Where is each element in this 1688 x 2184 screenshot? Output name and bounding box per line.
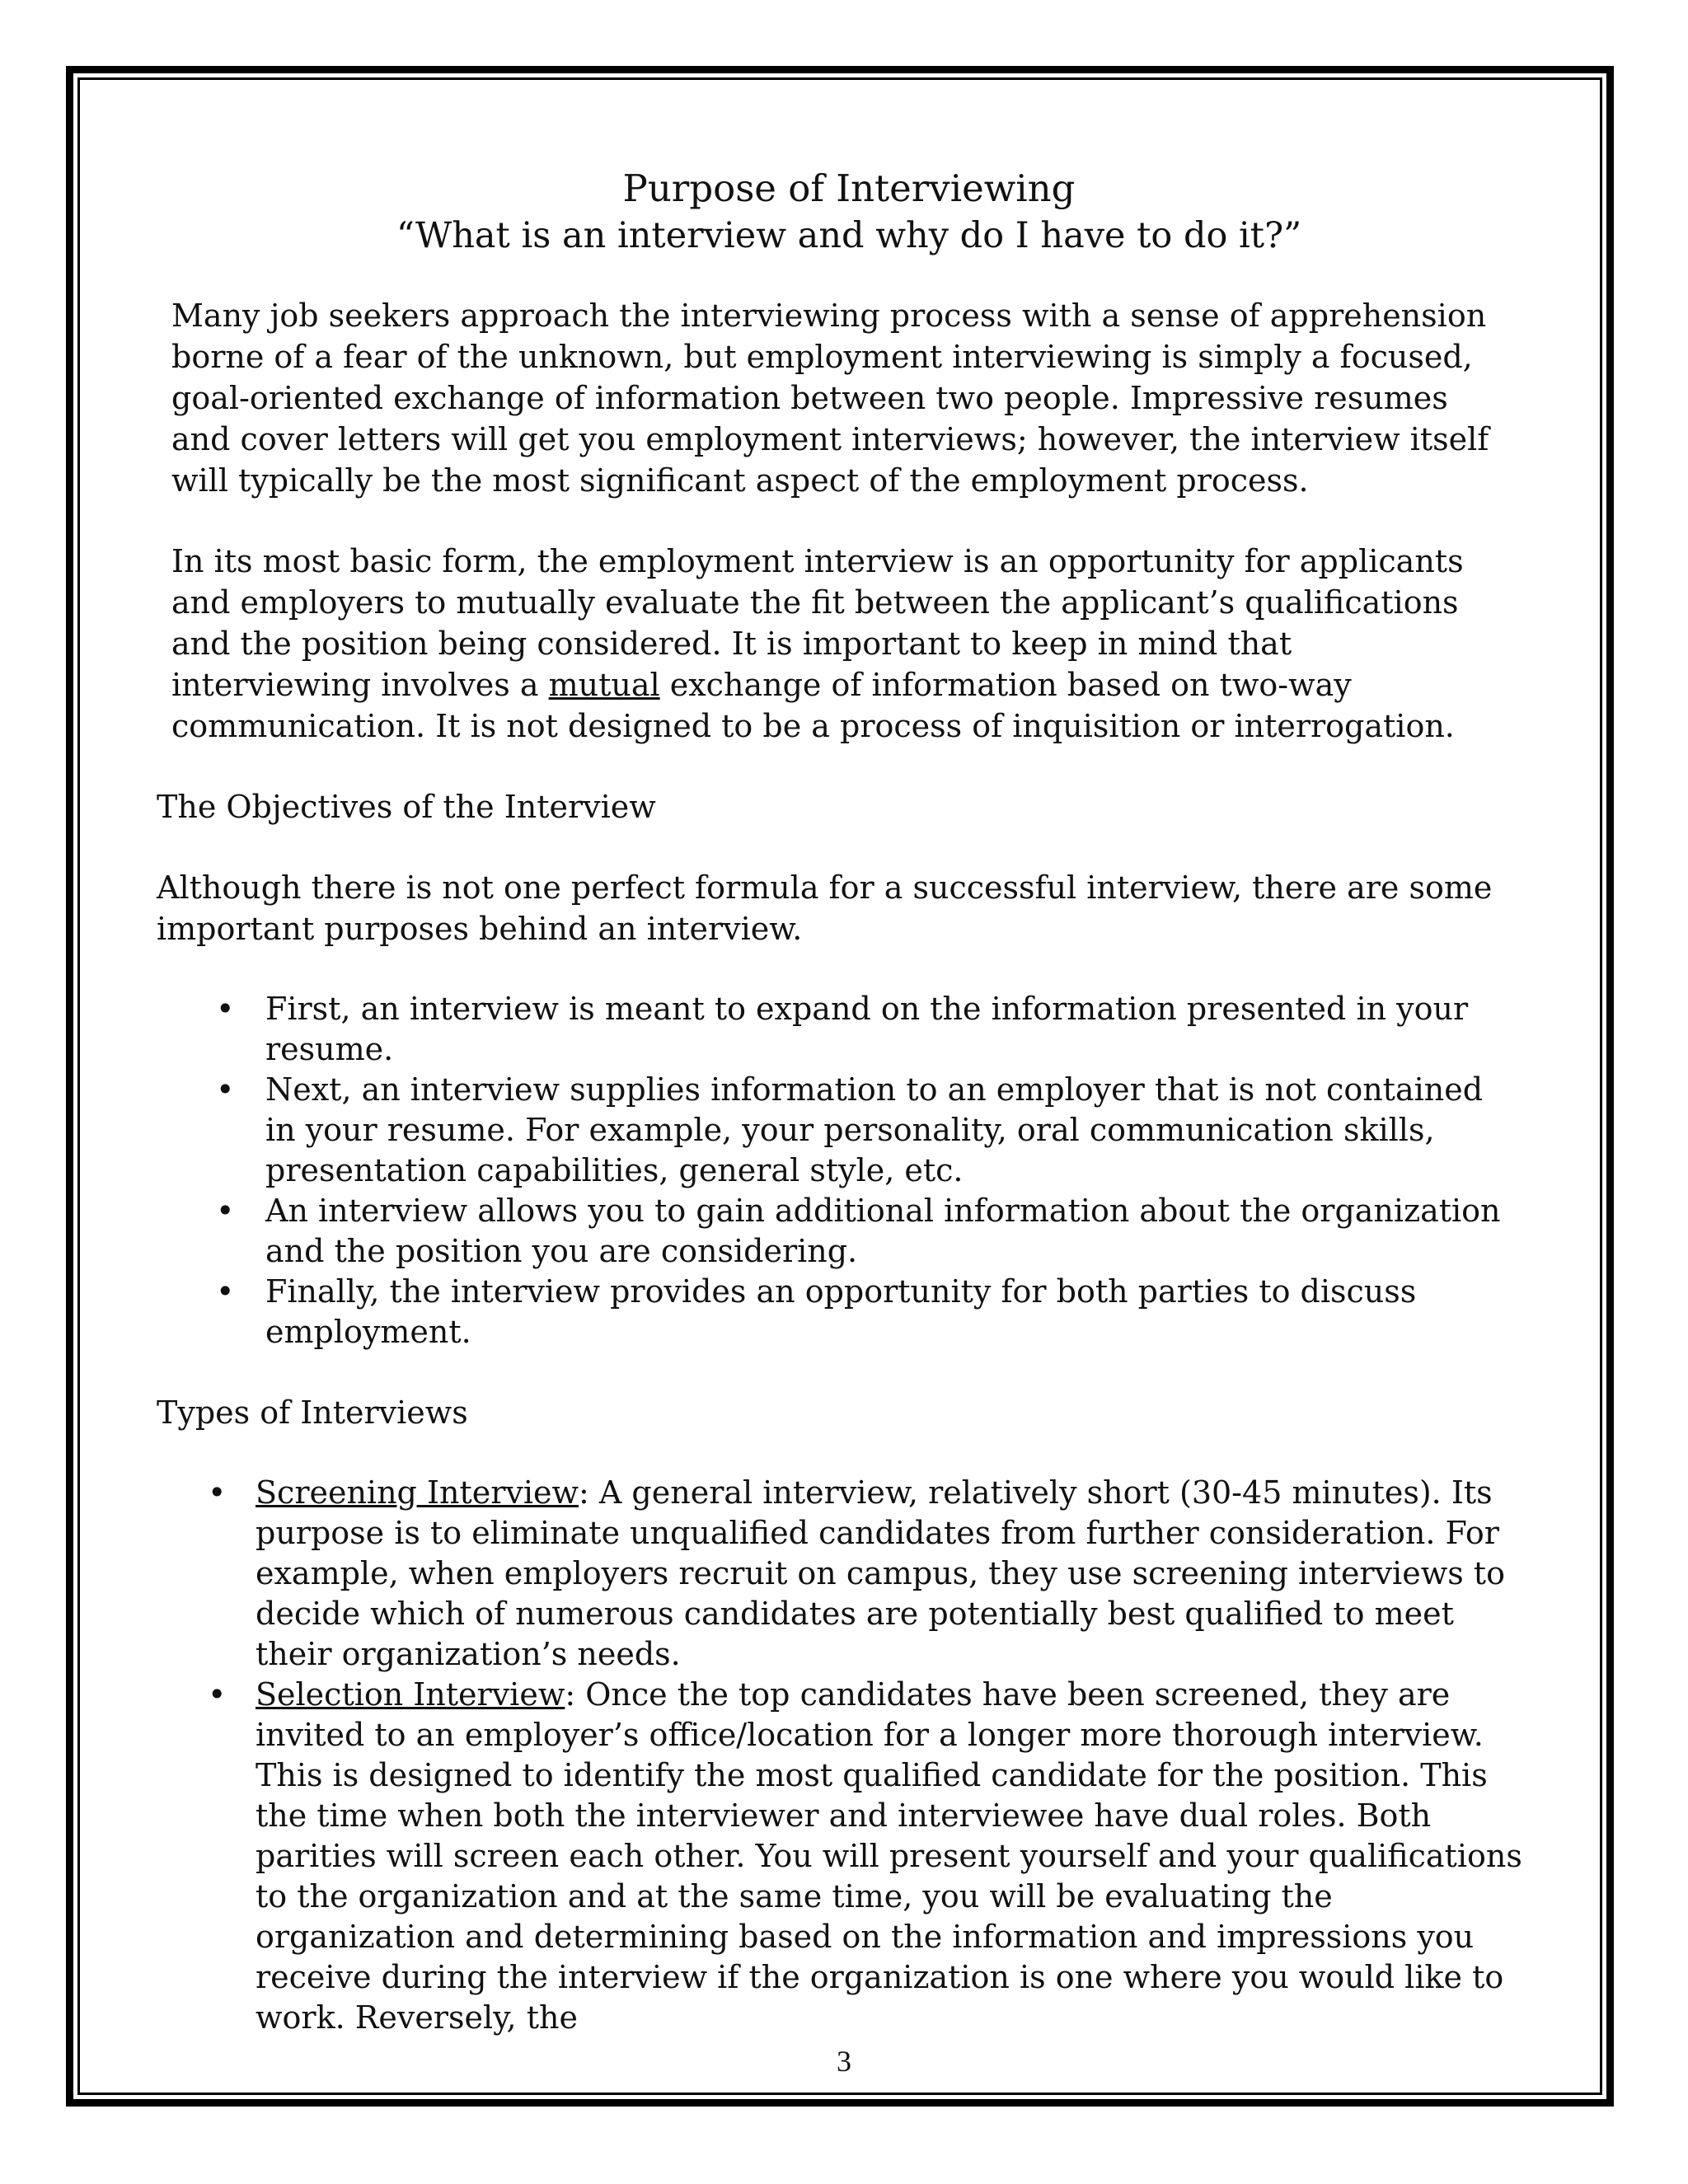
bullet-icon: • <box>216 1273 235 1310</box>
types-heading: Types of Interviews <box>157 1394 468 1431</box>
selection-interview-term: Selection Interview <box>256 1676 565 1713</box>
objectives-heading: The Objectives of the Interview <box>157 789 656 825</box>
page-number: 3 <box>837 2045 851 2078</box>
screening-interview-description: : A general interview, relatively short (30-45 minutes). Its purpose is to eliminate unqualified candidates from further consideration. For example, when employers recruit on campus, they use screening interviews to decide which of numerous candidates are potentially best qualified to meet their organization’s needs. <box>256 1474 1505 1672</box>
list-item <box>157 1070 1518 1191</box>
list-item-text: Finally, the interview provides an opportunity for both parties to discuss employment. <box>265 1273 1417 1350</box>
list-item <box>157 1191 1518 1272</box>
page-title: Purpose of Interviewing <box>622 166 1076 210</box>
mutual-underlined-word: mutual <box>548 667 660 703</box>
list-item <box>157 1675 1525 2038</box>
bullet-icon: • <box>216 1193 235 1229</box>
intro-paragraph-2-part-2: exchange of information based on two-way communication. It is not designed to be a process of inquisition or interrogation. <box>171 667 1455 744</box>
list-item-text: First, an interview is meant to expand on the information presented in your resume. <box>265 991 1469 1067</box>
list-item-text: An interview allows you to gain additional information about the organization and the position you are considering. <box>265 1193 1501 1269</box>
list-item <box>157 1473 1525 1675</box>
document-body <box>157 165 1541 2078</box>
list-item-text: Next, an interview supplies information to an employer that is not contained in your resume. For example, your personality, oral communication skills, presentation capabilities, general style, etc. <box>265 1071 1484 1188</box>
bullet-icon: • <box>208 1474 227 1511</box>
selection-interview-description: : Once the top candidates have been screened, they are invited to an employer’s office/location for a longer more thorough interview. This is designed to identify the most qualified candidate for the position. This the time when both the interviewer and interviewee have dual roles. Both parities will screen each other. You will present yourself and your qualifications to the organization and at the same time, you will be evaluating the organization and determining based on the information and impressions you receive during the interview if the organization is one where you would like to work. Reversely, the <box>256 1676 1522 2036</box>
intro-paragraph-2-part-1: In its most basic form, the employment interview is an opportunity for applicants and employers to mutually evaluate the fit between the applicant’s qualifications and the position being considered. It is important to keep in mind that interviewing involves a <box>171 543 1464 703</box>
bullet-icon: • <box>216 991 235 1027</box>
screening-interview-term: Screening Interview <box>256 1474 579 1511</box>
objectives-intro: Although there is not one perfect formula for a successful interview, there are some important purposes behind an interview. <box>157 869 1493 947</box>
intro-paragraph-2 <box>171 541 1498 747</box>
page-subtitle: “What is an interview and why do I have to do it?” <box>396 215 1302 256</box>
intro-paragraph-1: Many job seekers approach the interviewing process with a sense of apprehension borne of a fear of the unknown, but employment interviewing is simply a focused, goal-oriented exchange of information between two people. Impressive resumes and cover letters will get you employment interviews; however, the interview itself will typically be the most significant aspect of the employment process. <box>171 298 1489 499</box>
bullet-icon: • <box>216 1071 235 1108</box>
types-list <box>157 1473 1541 2038</box>
objectives-list <box>157 989 1541 1352</box>
list-item <box>157 1272 1518 1352</box>
bullet-icon: • <box>208 1676 227 1713</box>
list-item <box>157 989 1518 1070</box>
